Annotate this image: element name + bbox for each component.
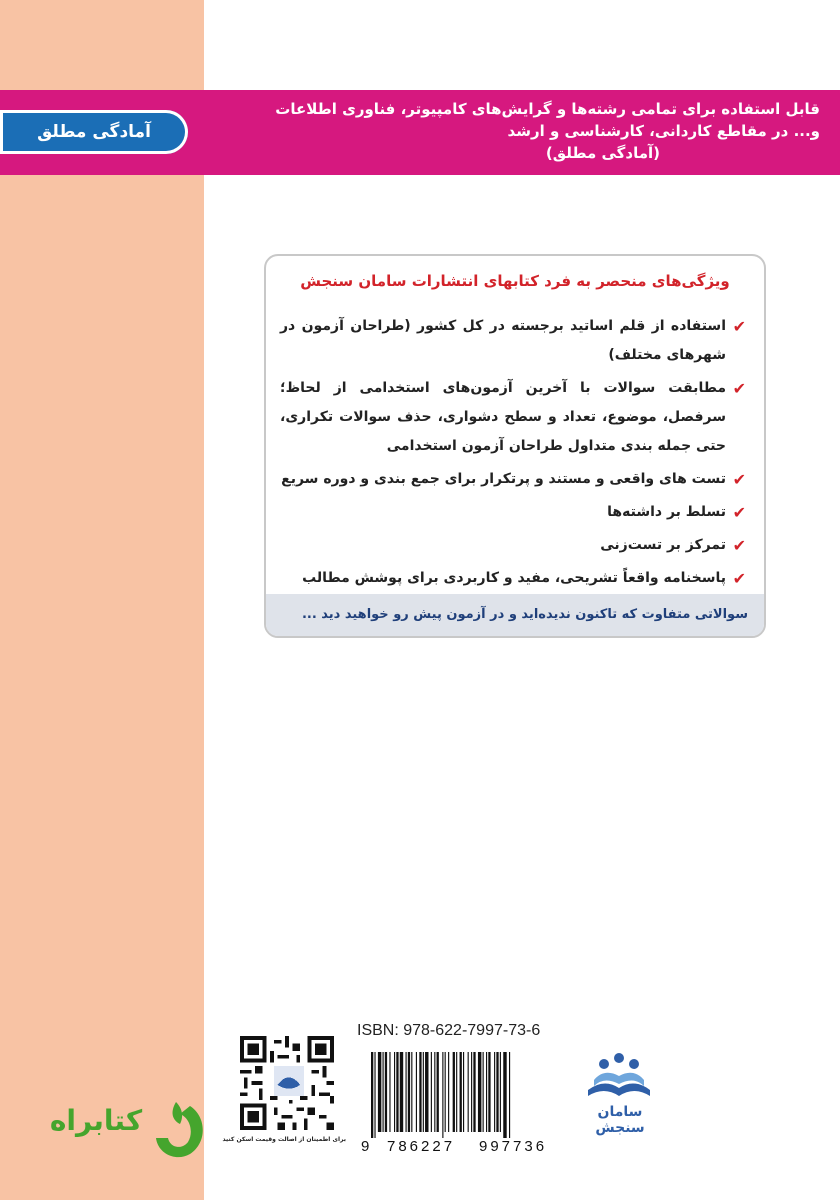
barcode-bar: [456, 1052, 457, 1132]
features-card: [264, 254, 766, 638]
feature-item: ✔ تمرکز بر تست‌زنی: [280, 531, 746, 560]
barcode-bar: [453, 1052, 455, 1132]
barcode-bar: [503, 1052, 506, 1138]
barcode-bar: [416, 1052, 417, 1132]
barcode-bar: [434, 1052, 435, 1132]
check-icon: ✔: [732, 536, 746, 555]
barcode-bar: [406, 1052, 407, 1132]
series-badge: آمادگی مطلق: [0, 110, 188, 154]
check-icon: ✔: [732, 569, 746, 588]
barcode-icon: [357, 1046, 569, 1138]
barcode-bar: [383, 1052, 384, 1132]
barcode-bar: [431, 1052, 432, 1132]
barcode-digit-lead: 9: [361, 1138, 370, 1155]
barcode-bar: [423, 1052, 424, 1132]
barcode-bar: [408, 1052, 410, 1132]
book-spine: [0, 0, 204, 1200]
barcode-bar: [374, 1052, 375, 1138]
feature-item: ✔ تست های واقعی و مستند و پرتکرار برای جمع بندی و دوره سریع: [280, 465, 746, 494]
header-text: [230, 98, 820, 164]
barcode-bar: [483, 1052, 484, 1132]
barcode-digits-left: 786227: [387, 1138, 456, 1155]
barcode-bar: [473, 1052, 475, 1132]
features-list: [280, 312, 746, 597]
barcode-bar: [445, 1052, 446, 1132]
barcode-bar: [509, 1052, 510, 1138]
check-icon: ✔: [732, 317, 746, 336]
barcode-bar: [385, 1052, 387, 1132]
barcode-bar: [371, 1052, 373, 1138]
barcode-bar: [400, 1052, 403, 1132]
barcode-bar: [463, 1052, 464, 1132]
qr-code-icon: [240, 1036, 334, 1130]
barcode-digits-right: 997736: [479, 1138, 548, 1155]
barcode-bar: [471, 1052, 472, 1132]
header-line-1: قابل استفاده برای تمامی رشته‌ها و گرایش‌های کامپیوتر، فناوری اطلاعات: [275, 100, 820, 118]
header-line-2: و... در مقاطع کاردانی، کارشناسی و ارشد: [507, 122, 820, 140]
header-line-3: (آمادگی مطلق): [545, 144, 660, 162]
check-icon: ✔: [732, 379, 746, 398]
check-icon: ✔: [732, 503, 746, 522]
barcode-bar: [437, 1052, 439, 1132]
qr-caption: برای اطمینان از اصالت وقیمت اسکن کنید: [222, 1136, 346, 1143]
kitabrah-logo-text: کتابراه: [49, 1104, 143, 1137]
barcode-bar: [478, 1052, 481, 1132]
barcode-bar: [396, 1052, 398, 1132]
barcode-bar: [488, 1052, 490, 1132]
check-icon: ✔: [732, 470, 746, 489]
barcode-bar: [419, 1052, 421, 1132]
isbn-text: ISBN: 978-622-7997-73-6: [357, 1022, 541, 1039]
feature-item: ✔ تسلط بر داشته‌ها: [280, 498, 746, 527]
feature-item: ✔ پاسخنامه واقعاً تشریحی، مفید و کاربردی برای پوشش مطالب: [280, 564, 746, 593]
barcode-bar: [394, 1052, 395, 1132]
barcode-bar: [468, 1052, 469, 1132]
barcode-bar: [411, 1052, 412, 1132]
barcode-bar: [425, 1052, 428, 1132]
qr-block: [222, 1030, 346, 1150]
barcode-bar: [378, 1052, 381, 1132]
features-footer: سوالاتی متفاوت که تاکنون ندیده‌اید و در آزمون پیش رو خواهید دید ...: [266, 594, 764, 636]
feature-item: ✔ استفاده از قلم اساتید برجسته در کل کشور (طراحان آزمون در شهرهای مختلف): [280, 312, 746, 370]
barcode-bar: [389, 1052, 390, 1132]
barcode-bar: [442, 1052, 443, 1138]
publisher-logo-text: سامان سنجش: [595, 1104, 645, 1136]
barcode-bar: [500, 1052, 501, 1132]
feature-item: ✔ مطابقت سوالات با آخرین آزمون‌های استخدامی از لحاظ؛ سرفصل، موضوع، تعداد و سطح دشواری، حذف سوالات تکراری، حتی جمله بندی متداول طراحان آزمون استخدامی: [280, 374, 746, 461]
barcode-bar: [460, 1052, 462, 1132]
barcode-bar: [448, 1052, 449, 1132]
barcode-bar: [496, 1052, 498, 1132]
barcode-bar: [494, 1052, 495, 1132]
barcode-bar: [486, 1052, 487, 1132]
features-title: ویژگی‌های منحصر به فرد کتابهای انتشارات سامان سنجش: [300, 272, 730, 290]
